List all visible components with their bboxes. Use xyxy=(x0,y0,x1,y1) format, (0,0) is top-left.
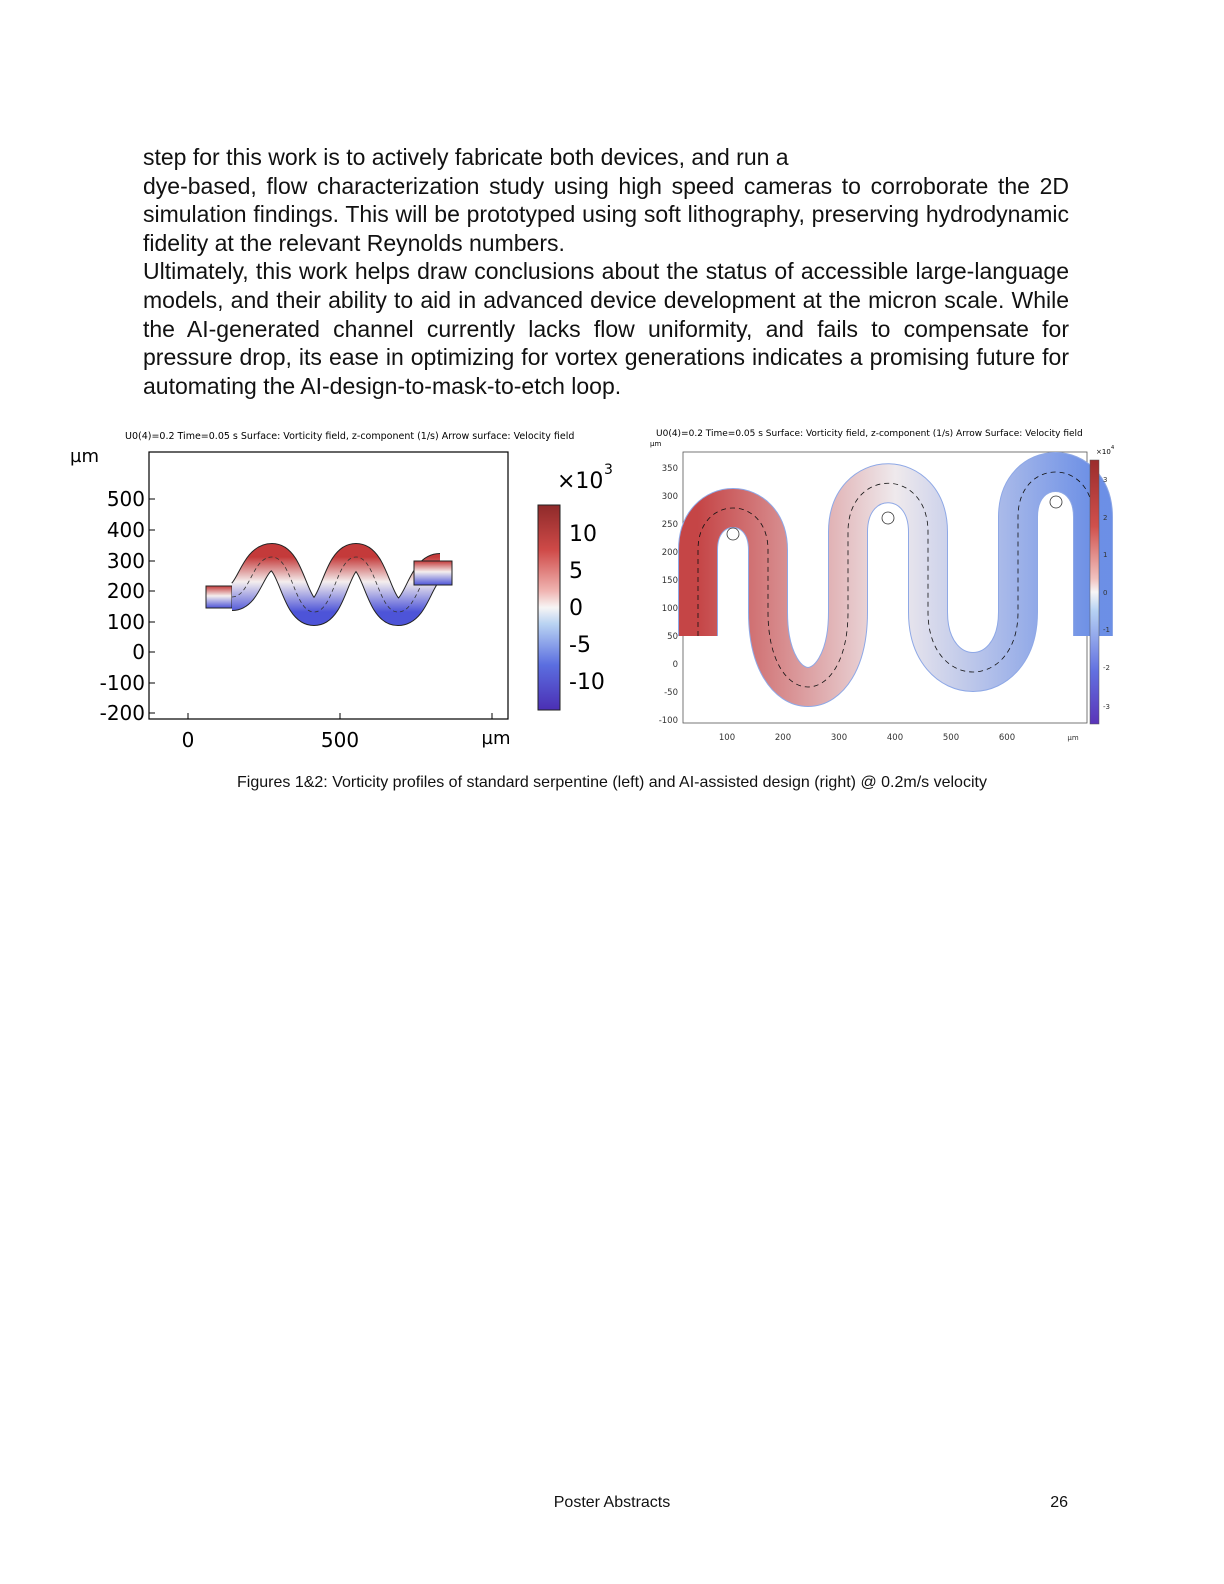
body-paragraph-2: Ultimately, this work helps draw conclusions about the status of accessible large-language models, and their ability to aid in advanced device development at the micron scale. While the AI-generated channel currently lacks flow uniformity, and fails to compensate for pressure drop, its ease in optimizing for vortex generations indicates a promising future for automating the AI-design-to-mask-to-etch loop. xyxy=(143,258,1069,399)
y-tick-label: 150 xyxy=(661,576,678,586)
colorbar-tick: 0 xyxy=(569,596,583,621)
body-paragraph-1: dye-based, flow characterization study using high speed cameras to corroborate the 2D simulation findings. This will be prototyped using soft lithography, preserving hydrodynamic fidelity at the relevant Reynolds numbers. xyxy=(143,172,1069,256)
y-tick-label: 500 xyxy=(106,487,145,511)
colorbar-tick: 10 xyxy=(569,522,597,547)
figure-left-y-axis xyxy=(100,487,155,725)
figure-left-serpentine-channel xyxy=(206,557,452,612)
colorbar-tick: 3 xyxy=(1103,476,1108,484)
y-tick-label: 0 xyxy=(672,660,678,670)
x-tick-label: 500 xyxy=(320,728,360,752)
y-tick-label: 250 xyxy=(661,520,678,530)
figure-left-title: U0(4)=0.2 Time=0.05 s Surface: Vorticity field, z-component (1/s) Arrow surface: Velocity field xyxy=(125,431,575,442)
body-text xyxy=(143,143,1069,400)
x-tick-label: 500 xyxy=(942,733,960,743)
figure-left-colorbar xyxy=(538,462,613,710)
y-tick-label: 50 xyxy=(667,632,678,642)
figure-left-svg xyxy=(60,422,630,758)
y-tick-label: 200 xyxy=(661,548,678,558)
colorbar-tick: 5 xyxy=(569,559,583,584)
colorbar-multiplier: ×10 xyxy=(1096,448,1111,456)
figure-right-y-axis xyxy=(659,464,678,726)
y-tick-label: 0 xyxy=(132,640,145,664)
x-tick-label: 200 xyxy=(774,733,792,743)
x-tick-label: 0 xyxy=(181,728,195,752)
x-tick-label: 600 xyxy=(998,733,1016,743)
figure-left-y-unit: µm xyxy=(70,446,99,467)
y-tick-label: -100 xyxy=(99,671,145,695)
colorbar-exponent: 3 xyxy=(604,462,613,478)
figure-right xyxy=(648,422,1128,757)
y-tick-label: 100 xyxy=(661,604,678,614)
x-tick-label: 100 xyxy=(718,733,736,743)
colorbar-tick: -1 xyxy=(1103,626,1110,634)
colorbar-tick: -5 xyxy=(569,633,591,658)
figure-caption: Figures 1&2: Vorticity profiles of standard serpentine (left) and AI-assisted design (right) @ 0.2m/s velocity xyxy=(237,774,987,791)
x-tick-label: 300 xyxy=(830,733,848,743)
figure-left-x-unit: µm xyxy=(481,728,511,749)
colorbar-tick: 2 xyxy=(1103,514,1108,522)
y-tick-label: 100 xyxy=(106,610,145,634)
y-tick-label: 400 xyxy=(106,518,145,542)
y-tick-label: -200 xyxy=(99,701,145,725)
y-tick-label: -100 xyxy=(658,716,678,726)
figure-right-y-unit: µm xyxy=(650,440,662,448)
colorbar-multiplier: ×10 xyxy=(557,469,604,494)
colorbar-exponent: 4 xyxy=(1111,445,1115,451)
body-line-1: step for this work is to actively fabricate both devices, and run a xyxy=(143,144,789,170)
y-tick-label: 300 xyxy=(661,492,678,502)
x-tick-label: 400 xyxy=(886,733,904,743)
colorbar-tick: -3 xyxy=(1103,703,1110,711)
colorbar-tick: 1 xyxy=(1103,551,1108,559)
colorbar-tick: -2 xyxy=(1103,664,1110,672)
y-tick-label: 200 xyxy=(106,579,145,603)
y-tick-label: -50 xyxy=(664,688,678,698)
figure-left xyxy=(60,422,630,763)
y-tick-label: 350 xyxy=(661,464,678,474)
colorbar-tick: -10 xyxy=(569,670,605,695)
figure-right-x-unit: µm xyxy=(1067,734,1079,742)
page-number: 26 xyxy=(1050,1494,1068,1511)
figure-right-title: U0(4)=0.2 Time=0.05 s Surface: Vorticity field, z-component (1/s) Arrow Surface: Velocity field xyxy=(656,429,1083,439)
figure-right-svg xyxy=(648,422,1128,752)
footer-title: Poster Abstracts xyxy=(553,1494,671,1511)
figure-right-x-axis xyxy=(719,733,1079,743)
y-tick-label: 300 xyxy=(106,549,145,573)
colorbar-tick: 0 xyxy=(1103,589,1108,597)
